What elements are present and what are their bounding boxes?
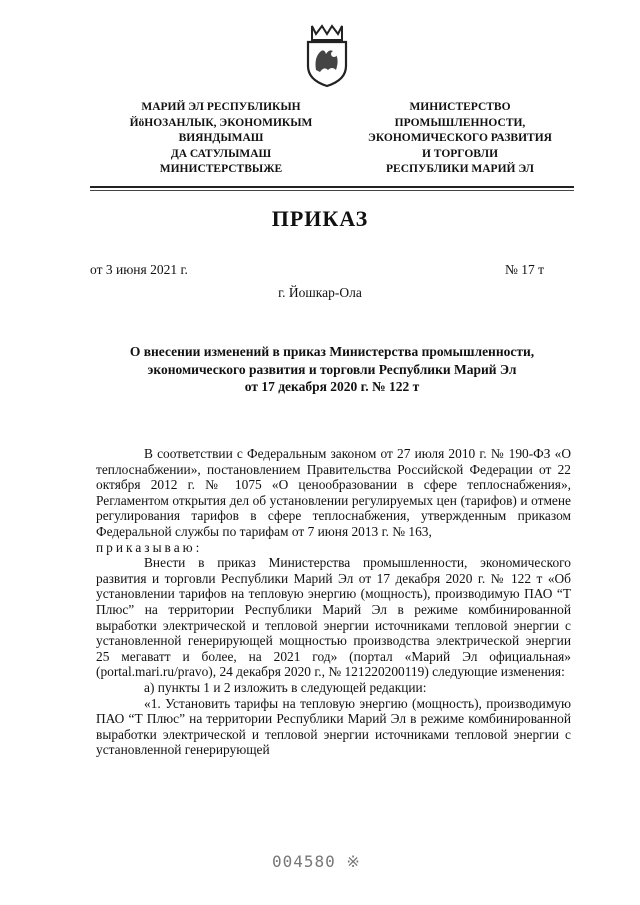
order-date: от 3 июня 2021 г. — [90, 262, 188, 277]
header-right-line: ПРОМЫШЛЕННОСТИ, — [394, 116, 526, 129]
header-left-line: МИНИСТЕРСТВЫЖЕ — [159, 163, 283, 175]
new-wording-paragraph: «1. Установить тарифы на тепловую энергию (мощность), производимую ПАО “Т Плюс” на территории Республики Марий Эл в режиме комбинированной выработки электрической и тепловой энергии источниками тепловой энергии с установленной генерирующей — [96, 695, 571, 758]
document-type-heading: ПРИКАЗ — [271, 206, 369, 231]
order-number: № 17 т — [505, 262, 545, 277]
city-name: г. Йошкар-Ола — [278, 285, 362, 300]
header-right-line: МИНИСТЕРСТВО — [409, 101, 511, 113]
amendment-paragraph: Внести в приказ Министерства промышленности, экономического развития и торговли Республики Марий Эл от 17 декабря 2020 г. № 122 т «Об установлении тарифов на тепловую энергию (мощность), производимую ПАО “Т Плюс” на территории Республики Марий Эл в режиме комбинированной выработки электрической и тепловой энергии источниками тепловой энергии с установленной генерирующей мощностью производства электрической энергии 25 мегаватт и более, на 2021 год» (портал «Марий Эл официальная» (portal.mari.ru/pravo), 24 декабря 2020 г., № 121220200119) следующие изменения: — [96, 555, 571, 680]
header-left-line: ЙӧНОЗАНЛЫК, ЭКОНОМИКЫМ — [129, 116, 313, 129]
header-right-line: И ТОРГОВЛИ — [421, 147, 499, 160]
header-left-block — [110, 100, 332, 178]
order-title — [90, 343, 574, 396]
title-line: О внесении изменений в приказ Министерства промышленности, — [129, 344, 535, 359]
document-body — [96, 446, 571, 758]
header-divider-thin — [90, 190, 574, 191]
header-left-line: МАРИЙ ЭЛ РЕСПУБЛИКЫН — [141, 101, 301, 113]
subitem-paragraph: а) пункты 1 и 2 изложить в следующей редакции: — [144, 679, 427, 695]
header-right-line: ЭКОНОМИЧЕСКОГО РАЗВИТИЯ — [368, 132, 552, 144]
header-left-line: ВИЯНДЫМАШ — [178, 132, 264, 144]
header-right-block — [344, 100, 576, 178]
title-line: экономического развития и торговли Республики Марий Эл — [147, 361, 517, 377]
title-line: от 17 декабря 2020 г. № 122 т — [244, 379, 420, 394]
header-divider — [90, 186, 574, 188]
preamble-paragraph: В соответствии с Федеральным законом от 27 июля 2010 г. № 190-ФЗ «О теплоснабжении», постановлением Правительства Российской Федерации от 22 октября 2012 г. № 1075 «О ценообразовании в сфере теплоснабжения», Регламентом открытия дел об установлении регулируемых цен (тарифов) и отмене регулирования тарифов в сфере теплоснабжения, утвержденным приказом Федеральной службы по тарифам от 7 июня 2013 г. № 163, — [96, 446, 571, 539]
coat-of-arms-emblem — [302, 22, 352, 88]
order-word: приказываю: — [96, 539, 203, 555]
header-left-line: ДА САТУЛЫМАШ — [170, 147, 272, 160]
serial-number-stamp: 004580 ※ — [272, 852, 361, 871]
header-right-line: РЕСПУБЛИКИ МАРИЙ ЭЛ — [386, 163, 534, 175]
